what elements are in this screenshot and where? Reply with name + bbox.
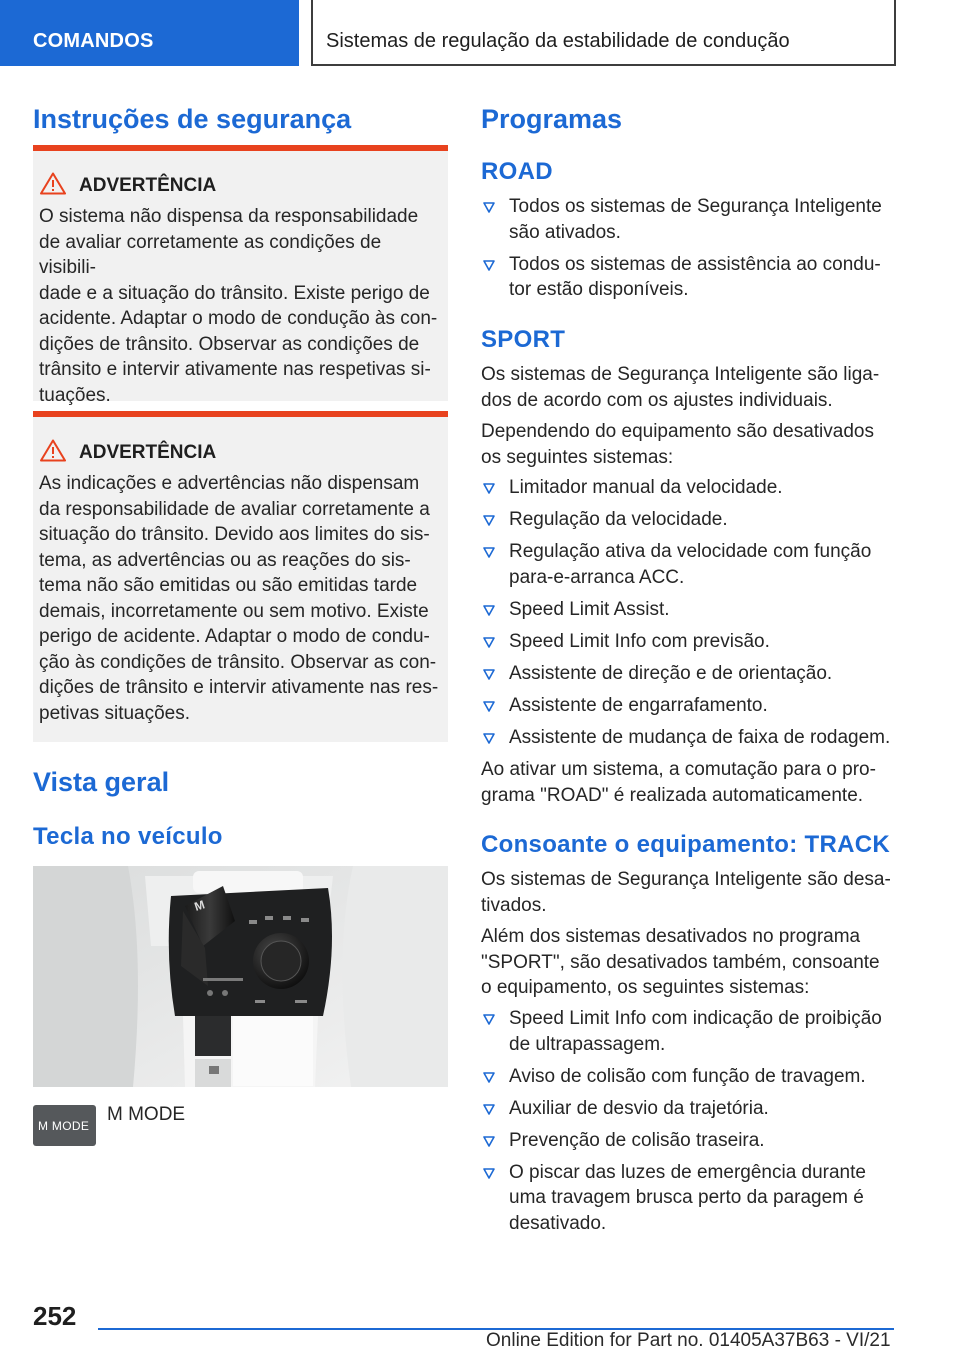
list-item: Regulação da velocidade. bbox=[481, 507, 891, 533]
m-mode-label: M MODE bbox=[107, 1104, 186, 1125]
chapter-title: Sistemas de regulação da estabilidade de condução bbox=[326, 30, 790, 52]
list-triangle-bullet-icon bbox=[482, 1097, 496, 1122]
sport-heading: SPORT bbox=[481, 326, 566, 353]
list-triangle-bullet-icon bbox=[482, 508, 496, 533]
list-triangle-bullet-icon bbox=[482, 1161, 496, 1186]
safety-heading: Instruções de segurança bbox=[33, 104, 352, 134]
list-triangle-bullet-icon bbox=[482, 662, 496, 687]
programs-heading: Programas bbox=[481, 104, 623, 134]
m-mode-button-text: M MODE bbox=[38, 1119, 90, 1133]
list-item: Speed Limit Info com indicação de proibição de ultrapassagem. bbox=[481, 1006, 891, 1057]
list-item: Assistente de mudança de faixa de rodagem. bbox=[481, 725, 891, 751]
list-triangle-bullet-icon bbox=[482, 726, 496, 751]
track-heading: Consoante o equipamento: TRACK bbox=[481, 831, 890, 858]
list-item: Speed Limit Assist. bbox=[481, 597, 891, 623]
list-triangle-bullet-icon bbox=[482, 694, 496, 719]
svg-text:M: M bbox=[192, 897, 207, 914]
warning-1-text: O sistema não dispensa da responsabilidade de avaliar corretamente as condições de visibili- dade e a situação do trânsito. Existe perigo de acidente. Adaptar o modo de condução às con- dições de trânsito. Observar as condições de trânsito e intervir ativamente nas respetivas si- tuações. bbox=[39, 206, 438, 406]
list-item: Speed Limit Info com previsão. bbox=[481, 629, 891, 655]
list-item: Regulação ativa da velocidade com função para-e-arranca ACC. bbox=[481, 539, 891, 590]
warning-triangle-icon bbox=[40, 172, 66, 195]
list-triangle-bullet-icon bbox=[482, 253, 496, 278]
overview-heading: Vista geral bbox=[33, 767, 170, 797]
road-heading: ROAD bbox=[481, 158, 553, 185]
section-tab bbox=[0, 0, 299, 66]
sport-paragraph-2: Dependendo do equipamento são desativados os seguintes sistemas: bbox=[481, 421, 874, 468]
list-item: Assistente de engarrafamento. bbox=[481, 693, 891, 719]
road-list bbox=[481, 194, 891, 309]
list-triangle-bullet-icon bbox=[482, 1007, 496, 1032]
list-triangle-bullet-icon bbox=[482, 195, 496, 220]
list-item: Auxiliar de desvio da trajetória. bbox=[481, 1096, 891, 1122]
list-item: Prevenção de colisão traseira. bbox=[481, 1128, 891, 1154]
list-triangle-bullet-icon bbox=[482, 598, 496, 623]
warning-2-title: ADVERTÊNCIA bbox=[79, 442, 217, 463]
m-mode-button-image bbox=[33, 1105, 96, 1146]
center-console-photo bbox=[33, 866, 448, 1087]
section-tab-label: COMANDOS bbox=[33, 30, 154, 52]
list-triangle-bullet-icon bbox=[482, 540, 496, 565]
track-list bbox=[481, 1006, 891, 1243]
list-triangle-bullet-icon bbox=[482, 630, 496, 655]
sport-paragraph-1: Os sistemas de Segurança Inteligente são liga- dos de acordo com os ajustes individuais. bbox=[481, 364, 880, 411]
list-item: Aviso de colisão com função de travagem. bbox=[481, 1064, 891, 1090]
warning-1-title: ADVERTÊNCIA bbox=[79, 175, 217, 196]
warning-2-text: As indicações e advertências não dispensam da responsabilidade de avaliar corretamente a situação do trânsito. Devido aos limites do sis- tema, as advertências ou as reações do sis- tema não são emitidas ou são emitidas tarde demais, incorretamente ou sem motivo. Existe perigo de acidente. Adaptar o modo de condu- ção às condições de trânsito. Observar as con- dições de trânsito e intervir ativamente nas res- petivas situações. bbox=[39, 473, 439, 724]
sport-paragraph-3: Ao ativar um sistema, a comutação para o pro- grama "ROAD" é realizada automaticamente. bbox=[481, 759, 876, 806]
list-triangle-bullet-icon bbox=[482, 1065, 496, 1090]
list-item: Todos os sistemas de Segurança Inteligente são ativados. bbox=[481, 194, 891, 245]
list-item: Assistente de direção e de orientação. bbox=[481, 661, 891, 687]
list-triangle-bullet-icon bbox=[482, 476, 496, 501]
warning-triangle-icon bbox=[40, 439, 66, 462]
list-triangle-bullet-icon bbox=[482, 1129, 496, 1154]
track-paragraph-1: Os sistemas de Segurança Inteligente são desa- tivados. bbox=[481, 869, 891, 916]
sport-list bbox=[481, 475, 891, 757]
key-heading: Tecla no veículo bbox=[33, 823, 223, 850]
list-item: Todos os sistemas de assistência ao condu- tor estão disponíveis. bbox=[481, 252, 891, 303]
track-paragraph-2: Além dos sistemas desativados no programa "SPORT", são desativados também, consoante o equipamento, os seguintes sistemas: bbox=[481, 926, 880, 998]
list-item: O piscar das luzes de emergência durante uma travagem brusca perto da paragem é desativado. bbox=[481, 1160, 891, 1237]
edition-note: Online Edition for Part no. 01405A37B63 - VI/21 bbox=[486, 1330, 891, 1351]
list-item: Limitador manual da velocidade. bbox=[481, 475, 891, 501]
page-number: 252 bbox=[33, 1301, 77, 1331]
